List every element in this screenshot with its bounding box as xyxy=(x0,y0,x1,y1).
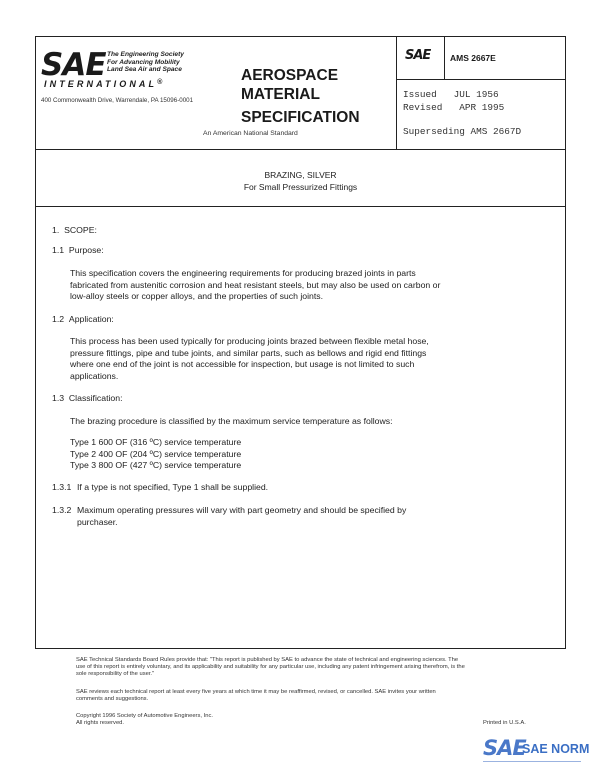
watermark-text: SAE NORM xyxy=(522,742,590,756)
section-number: 1. xyxy=(52,225,60,235)
footer-line: use of this report is entirely voluntary, and its applicability and suitability for any particular use, including any patent infringement arising therefrom, is the xyxy=(76,663,465,670)
issued-date: JUL 1956 xyxy=(453,89,499,100)
section-1-3-2-text xyxy=(77,505,406,528)
classification-types xyxy=(70,437,241,472)
section-heading: Purpose: xyxy=(68,245,104,255)
standard-note: An American National Standard xyxy=(203,130,298,137)
type-line: Type 2 400 OF (204 ºC) service temperature xyxy=(70,448,242,459)
application-heading xyxy=(52,314,114,326)
revised-row xyxy=(403,101,504,114)
type-line: Type 3 800 OF (427 ºC) service temperature xyxy=(70,460,242,471)
section-heading: Application: xyxy=(68,314,114,324)
section-1-3-1 xyxy=(52,482,268,494)
rights-line: All rights reserved. xyxy=(76,719,125,726)
purpose-paragraph xyxy=(70,268,440,303)
superseding-note: Superseding AMS 2667D xyxy=(403,126,522,137)
international-wordmark xyxy=(44,79,162,89)
title-divider xyxy=(35,206,566,207)
section-heading: SCOPE: xyxy=(64,225,97,235)
sae-address: 400 Commonwealth Drive, Warrendale, PA 15096-0001 xyxy=(41,97,194,104)
paragraph-line: purchaser. xyxy=(77,516,118,527)
ams-box-divider xyxy=(396,79,566,80)
copyright-line: Copyright 1996 Society of Automotive Engineers, Inc. xyxy=(76,713,213,719)
paragraph-line: This specification covers the engineering requirements for producing brazed joints in parts xyxy=(70,268,416,278)
section-number: 1.1 xyxy=(52,245,65,255)
paragraph-line: fabricated from austenitic corrosion and heat resistant steels, but may also be used on carbon or xyxy=(70,279,441,290)
section-heading: Classification: xyxy=(68,393,123,403)
classification-intro: The brazing procedure is classified by the maximum service temperature as follows: xyxy=(70,416,393,426)
document-type xyxy=(241,66,360,127)
sae-logo: SAE xyxy=(41,47,106,83)
scope-heading xyxy=(52,225,97,237)
footer-review xyxy=(76,689,436,703)
international-text: INTERNATIONAL xyxy=(44,79,158,89)
tagline-line: The Engineering Society xyxy=(107,51,184,58)
tagline-line: For Advancing Mobility xyxy=(107,58,180,66)
revised-label: Revised xyxy=(403,102,443,113)
small-sae-logo: SAE xyxy=(405,48,431,63)
doc-type-line: AEROSPACE xyxy=(241,67,339,84)
section-number: 1.2 xyxy=(52,314,65,324)
title-line-2: For Small Pressurized Fittings xyxy=(243,182,358,192)
footer-line: comments and suggestions. xyxy=(76,695,149,702)
header-divider xyxy=(35,149,566,150)
type-line: Type 1 600 OF (316 ºC) service temperature xyxy=(70,437,242,447)
paragraph-line: applications. xyxy=(70,370,119,381)
header-vertical-divider xyxy=(396,36,397,149)
section-1-3-2-number: 1.3.2 xyxy=(52,505,72,515)
document-title xyxy=(35,170,566,192)
purpose-heading xyxy=(52,245,104,257)
ams-box-vertical-divider xyxy=(444,36,445,79)
section-number: 1.3.1 xyxy=(52,482,72,492)
footer-line: sole responsibility of the user." xyxy=(76,670,155,677)
paragraph-line: Maximum operating pressures will vary with part geometry and should be specified by xyxy=(77,505,407,515)
paragraph-line: low-alloy steels or copper alloys, and the properties of such joints. xyxy=(70,291,324,302)
footer-rules xyxy=(76,657,465,677)
registered-mark: ® xyxy=(157,79,163,86)
revised-date: APR 1995 xyxy=(459,102,505,113)
watermark-underline xyxy=(483,761,581,762)
sae-tagline xyxy=(107,51,184,74)
paragraph-line: pressure fittings, pipe and tube joints, and similar parts, such as bellows and rigid end fittings xyxy=(70,347,427,358)
paragraph-line: This process has been used typically for producing joints brazed between flexible metal hose, xyxy=(70,336,429,346)
title-line-1: BRAZING, SILVER xyxy=(264,170,337,180)
footer-line: SAE reviews each technical report at least every five years at which time it may be reaffirmed, revised, or cancelled. SAE invites your written xyxy=(76,689,436,695)
doc-type-line: SPECIFICATION xyxy=(241,109,360,126)
issued-row xyxy=(403,88,499,101)
ams-number: AMS 2667E xyxy=(450,53,496,63)
watermark-logo: SAE xyxy=(483,736,526,760)
printed-in: Printed in U.S.A. xyxy=(483,720,526,726)
classification-heading xyxy=(52,393,123,405)
doc-type-line: MATERIAL xyxy=(241,86,320,103)
section-text: If a type is not specified, Type 1 shall be supplied. xyxy=(77,482,269,492)
section-number: 1.3 xyxy=(52,393,65,403)
issued-label: Issued xyxy=(403,89,437,100)
footer-copyright xyxy=(76,713,213,727)
application-paragraph xyxy=(70,336,429,382)
tagline-line: Land Sea Air and Space xyxy=(107,66,182,74)
footer-line: SAE Technical Standards Board Rules provide that: "This report is published by SAE to advance the state of technical and engineering sciences. The xyxy=(76,657,459,663)
paragraph-line: where one end of the joint is not accessible for inspection, but usage is not limited to such xyxy=(70,359,415,370)
